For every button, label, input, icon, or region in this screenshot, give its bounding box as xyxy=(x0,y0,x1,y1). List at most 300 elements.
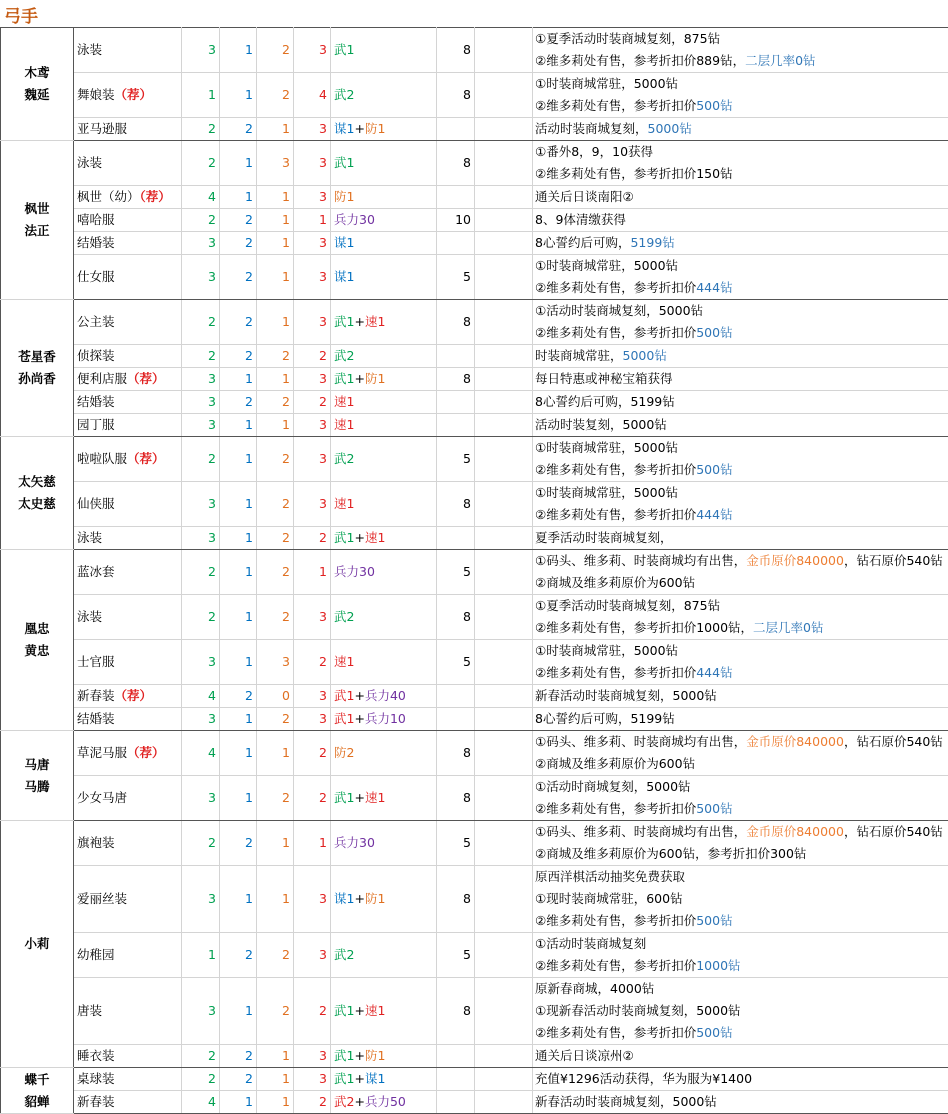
bonus-cell xyxy=(331,345,437,368)
empty-cell xyxy=(475,978,533,1045)
text-segment: 防1 xyxy=(365,891,385,906)
score-cell: 5 xyxy=(437,640,475,685)
stat-value-2: 1 xyxy=(220,640,257,685)
character-name: 法正 xyxy=(4,220,70,242)
character-name: 孙尚香 xyxy=(4,368,70,390)
text-segment: 5000钻 xyxy=(648,121,692,136)
table-row xyxy=(1,118,948,141)
text-segment: 500钻 xyxy=(696,913,732,928)
bonus-cell xyxy=(331,482,437,527)
outfit-name-cell xyxy=(74,708,182,731)
outfit-name-cell xyxy=(74,391,182,414)
source-note-cell xyxy=(533,482,948,527)
note-line xyxy=(535,437,945,459)
stat-value-4: 3 xyxy=(294,118,331,141)
text-segment: 8、9体清缴获得 xyxy=(535,212,626,227)
text-segment: 兵力50 xyxy=(365,1094,406,1109)
stat-value-4: 3 xyxy=(294,1068,331,1091)
stat-value-2: 1 xyxy=(220,866,257,933)
stat-value-4: 3 xyxy=(294,866,331,933)
stat-value-2: 2 xyxy=(220,345,257,368)
outfit-name-cell xyxy=(74,1045,182,1068)
text-segment: 速1 xyxy=(365,790,385,805)
score-cell: 8 xyxy=(437,368,475,391)
stat-value-1: 2 xyxy=(182,437,220,482)
source-note-cell xyxy=(533,414,948,437)
text-segment: 谋1 xyxy=(334,891,354,906)
table-row xyxy=(1,28,948,73)
source-note-cell xyxy=(533,978,948,1045)
bonus-cell xyxy=(331,1091,437,1114)
stat-value-2: 2 xyxy=(220,1045,257,1068)
stat-value-4: 4 xyxy=(294,73,331,118)
stat-value-4: 3 xyxy=(294,186,331,209)
empty-cell xyxy=(475,437,533,482)
outfit-name-cell xyxy=(74,368,182,391)
text-segment: ①时装商城常驻，5000钻 xyxy=(535,76,678,91)
text-segment: 防1 xyxy=(365,1048,385,1063)
character-name-cell xyxy=(1,141,74,300)
stat-value-1: 2 xyxy=(182,345,220,368)
outfit-name: 幼稚园 xyxy=(77,947,115,962)
stat-value-1: 2 xyxy=(182,300,220,345)
text-segment: 8心誓约后可购， xyxy=(535,235,630,250)
text-segment: 武2 xyxy=(334,1094,354,1109)
table-row xyxy=(1,186,948,209)
score-cell xyxy=(437,1068,475,1091)
score-cell: 8 xyxy=(437,776,475,821)
table-row xyxy=(1,685,948,708)
outfit-name: 泳装 xyxy=(77,609,102,624)
text-segment: ，钻石原价540钻 xyxy=(844,553,943,568)
table-row xyxy=(1,368,948,391)
note-line xyxy=(535,776,945,798)
source-note-cell xyxy=(533,232,948,255)
stat-value-3: 2 xyxy=(257,933,294,978)
text-segment: 8心誓约后可购，5199钻 xyxy=(535,394,675,409)
table-row xyxy=(1,437,948,482)
text-segment: 原新春商城，4000钻 xyxy=(535,981,654,996)
text-segment: 武1 xyxy=(334,1003,354,1018)
stat-value-3: 1 xyxy=(257,209,294,232)
text-segment: 500钻 xyxy=(696,462,732,477)
stat-value-3: 1 xyxy=(257,232,294,255)
stat-value-3: 1 xyxy=(257,186,294,209)
outfit-name-cell xyxy=(74,1091,182,1114)
source-note-cell xyxy=(533,595,948,640)
character-name: 木鸢 xyxy=(4,62,70,84)
empty-cell xyxy=(475,482,533,527)
note-line xyxy=(535,414,945,436)
note-line xyxy=(535,1091,945,1113)
stat-value-2: 1 xyxy=(220,527,257,550)
stat-value-4: 1 xyxy=(294,821,331,866)
bonus-cell xyxy=(331,776,437,821)
text-segment: ①现时装商城常驻，600钻 xyxy=(535,891,683,906)
stat-value-3: 3 xyxy=(257,640,294,685)
source-note-cell xyxy=(533,255,948,300)
text-segment: 5199钻 xyxy=(630,235,674,250)
outfit-name-cell xyxy=(74,1068,182,1091)
empty-cell xyxy=(475,933,533,978)
score-cell: 8 xyxy=(437,731,475,776)
stat-value-2: 1 xyxy=(220,1091,257,1114)
empty-cell xyxy=(475,550,533,595)
text-segment: 防1 xyxy=(365,121,385,136)
score-cell xyxy=(437,186,475,209)
stat-value-2: 1 xyxy=(220,550,257,595)
text-segment: ①码头、维多莉、时装商城均有出售， xyxy=(535,824,746,839)
note-line xyxy=(535,595,945,617)
text-segment: + xyxy=(354,314,364,329)
note-line xyxy=(535,617,945,639)
text-segment: 谋1 xyxy=(334,121,354,136)
outfit-name: 少女马唐 xyxy=(77,790,127,805)
bonus-cell xyxy=(331,255,437,300)
stat-value-2: 1 xyxy=(220,28,257,73)
bonus-cell xyxy=(331,685,437,708)
outfit-name-cell xyxy=(74,866,182,933)
stat-value-4: 3 xyxy=(294,437,331,482)
text-segment: 444钻 xyxy=(696,280,732,295)
source-note-cell xyxy=(533,866,948,933)
character-name: 魏延 xyxy=(4,84,70,106)
note-line xyxy=(535,731,945,753)
stat-value-3: 2 xyxy=(257,595,294,640)
source-note-cell xyxy=(533,141,948,186)
source-note-cell xyxy=(533,1068,948,1091)
bonus-cell xyxy=(331,731,437,776)
stat-value-2: 1 xyxy=(220,368,257,391)
stat-value-1: 3 xyxy=(182,640,220,685)
character-name-cell xyxy=(1,1068,74,1114)
empty-cell xyxy=(475,255,533,300)
outfit-name: 舞娘装 xyxy=(77,87,115,102)
bonus-cell xyxy=(331,118,437,141)
outfit-name-cell xyxy=(74,73,182,118)
stat-value-4: 3 xyxy=(294,933,331,978)
note-line xyxy=(535,550,945,572)
outfit-name-cell xyxy=(74,685,182,708)
source-note-cell xyxy=(533,1091,948,1114)
text-segment: 金币原价840000 xyxy=(746,734,844,749)
text-segment: 武1 xyxy=(334,790,354,805)
text-segment: ②维多莉处有售，参考折扣价1000钻， xyxy=(535,620,753,635)
table-row xyxy=(1,391,948,414)
outfit-name-cell xyxy=(74,595,182,640)
text-segment: 兵力30 xyxy=(334,835,375,850)
stat-value-4: 1 xyxy=(294,209,331,232)
text-segment: ①时装商城常驻，5000钻 xyxy=(535,643,678,658)
source-note-cell xyxy=(533,209,948,232)
outfit-grid xyxy=(0,27,948,1114)
table-row xyxy=(1,821,948,866)
stat-value-4: 3 xyxy=(294,685,331,708)
text-segment: 速1 xyxy=(334,394,354,409)
stat-value-2: 1 xyxy=(220,186,257,209)
text-segment: 活动时装复刻，5000钻 xyxy=(535,417,667,432)
text-segment: 防1 xyxy=(334,189,354,204)
stat-value-1: 2 xyxy=(182,550,220,595)
empty-cell xyxy=(475,1091,533,1114)
bonus-cell xyxy=(331,141,437,186)
stat-value-1: 3 xyxy=(182,255,220,300)
table-row xyxy=(1,414,948,437)
stat-value-1: 3 xyxy=(182,232,220,255)
stat-value-4: 2 xyxy=(294,731,331,776)
text-segment: 谋1 xyxy=(365,1071,385,1086)
text-segment: + xyxy=(354,1048,364,1063)
note-line xyxy=(535,118,945,140)
bonus-cell xyxy=(331,391,437,414)
score-cell xyxy=(437,414,475,437)
stat-value-2: 2 xyxy=(220,118,257,141)
empty-cell xyxy=(475,232,533,255)
source-note-cell xyxy=(533,708,948,731)
stat-value-3: 1 xyxy=(257,368,294,391)
text-segment: 原西洋棋活动抽奖免费获取 xyxy=(535,869,685,884)
outfit-name: 草泥马服 xyxy=(77,745,127,760)
note-line xyxy=(535,708,945,730)
stat-value-3: 1 xyxy=(257,255,294,300)
bonus-cell xyxy=(331,300,437,345)
stat-value-3: 2 xyxy=(257,708,294,731)
text-segment: 兵力30 xyxy=(334,212,375,227)
text-segment: 新春活动时装商城复刻，5000钻 xyxy=(535,688,717,703)
stat-value-2: 2 xyxy=(220,255,257,300)
stat-value-2: 1 xyxy=(220,73,257,118)
stat-value-2: 1 xyxy=(220,141,257,186)
empty-cell xyxy=(475,595,533,640)
character-name: 马腾 xyxy=(4,776,70,798)
outfit-name-cell xyxy=(74,28,182,73)
text-segment: ②维多莉处有售，参考折扣价 xyxy=(535,958,696,973)
outfit-name: 士官服 xyxy=(77,654,115,669)
text-segment: 500钻 xyxy=(696,98,732,113)
empty-cell xyxy=(475,209,533,232)
text-segment: ①现新春活动时装商城复刻，5000钻 xyxy=(535,1003,741,1018)
text-segment: 500钻 xyxy=(696,801,732,816)
stat-value-3: 2 xyxy=(257,776,294,821)
bonus-cell xyxy=(331,28,437,73)
outfit-name: 新春装 xyxy=(77,688,115,703)
score-cell xyxy=(437,345,475,368)
note-line xyxy=(535,978,945,1000)
empty-cell xyxy=(475,368,533,391)
text-segment: 444钻 xyxy=(696,507,732,522)
note-line xyxy=(535,300,945,322)
character-name: 枫世 xyxy=(4,198,70,220)
note-line xyxy=(535,368,945,390)
source-note-cell xyxy=(533,300,948,345)
stat-value-4: 3 xyxy=(294,414,331,437)
note-line xyxy=(535,1068,945,1090)
empty-cell xyxy=(475,345,533,368)
text-segment: ①时装商城常驻，5000钻 xyxy=(535,258,678,273)
score-cell xyxy=(437,708,475,731)
note-line xyxy=(535,1045,945,1067)
score-cell xyxy=(437,391,475,414)
outfit-name: 睡衣装 xyxy=(77,1048,115,1063)
character-name: 蝶千 xyxy=(4,1069,70,1091)
character-name: 小莉 xyxy=(4,933,70,955)
text-segment: 防1 xyxy=(365,371,385,386)
note-line xyxy=(535,685,945,707)
stat-value-1: 3 xyxy=(182,28,220,73)
recommended-tag: （荐） xyxy=(127,451,165,466)
character-name: 太史慈 xyxy=(4,493,70,515)
outfit-name: 结婚装 xyxy=(77,711,115,726)
note-line xyxy=(535,662,945,684)
table-row xyxy=(1,482,948,527)
source-note-cell xyxy=(533,437,948,482)
text-segment: 500钻 xyxy=(696,325,732,340)
text-segment: ②维多莉处有售，参考折扣价 xyxy=(535,462,696,477)
text-segment: 兵力40 xyxy=(365,688,406,703)
score-cell xyxy=(437,118,475,141)
stat-value-2: 2 xyxy=(220,821,257,866)
text-segment: 武1 xyxy=(334,688,354,703)
stat-value-1: 1 xyxy=(182,933,220,978)
stat-value-3: 1 xyxy=(257,118,294,141)
source-note-cell xyxy=(533,527,948,550)
table-row xyxy=(1,933,948,978)
note-line xyxy=(535,640,945,662)
text-segment: 武1 xyxy=(334,711,354,726)
empty-cell xyxy=(475,527,533,550)
bonus-cell xyxy=(331,595,437,640)
stat-value-4: 3 xyxy=(294,368,331,391)
text-segment: 8心誓约后可购，5199钻 xyxy=(535,711,675,726)
table-row xyxy=(1,255,948,300)
stat-value-2: 2 xyxy=(220,209,257,232)
empty-cell xyxy=(475,708,533,731)
empty-cell xyxy=(475,141,533,186)
source-note-cell xyxy=(533,186,948,209)
stat-value-3: 2 xyxy=(257,482,294,527)
text-segment: ①夏季活动时装商城复刻，875钻 xyxy=(535,31,720,46)
text-segment: 通关后日谈凉州② xyxy=(535,1048,634,1063)
note-line xyxy=(535,821,945,843)
empty-cell xyxy=(475,821,533,866)
text-segment: + xyxy=(354,1003,364,1018)
text-segment: ①时装商城常驻，5000钻 xyxy=(535,485,678,500)
stat-value-2: 2 xyxy=(220,1068,257,1091)
recommended-tag: （荐） xyxy=(115,87,153,102)
stat-value-1: 2 xyxy=(182,821,220,866)
outfit-name-cell xyxy=(74,300,182,345)
score-cell: 8 xyxy=(437,482,475,527)
text-segment: ②维多莉处有售，参考折扣价 xyxy=(535,801,696,816)
outfit-name-cell xyxy=(74,437,182,482)
character-name-cell xyxy=(1,437,74,550)
text-segment: 每日特惠或神秘宝箱获得 xyxy=(535,371,673,386)
text-segment: 武1 xyxy=(334,530,354,545)
bonus-cell xyxy=(331,550,437,595)
note-line xyxy=(535,322,945,344)
source-note-cell xyxy=(533,640,948,685)
text-segment: 武1 xyxy=(334,1071,354,1086)
text-segment: + xyxy=(354,688,364,703)
bonus-cell xyxy=(331,821,437,866)
text-segment: + xyxy=(354,121,364,136)
stat-value-1: 3 xyxy=(182,776,220,821)
outfit-name: 仕女服 xyxy=(77,269,115,284)
text-segment: + xyxy=(354,711,364,726)
outfit-name-cell xyxy=(74,141,182,186)
outfit-name: 蓝冰套 xyxy=(77,564,115,579)
text-segment: + xyxy=(354,790,364,805)
text-segment: ②维多莉处有售，参考折扣价150钻 xyxy=(535,166,733,181)
outfit-name: 嘻哈服 xyxy=(77,212,115,227)
stat-value-1: 2 xyxy=(182,1045,220,1068)
text-segment: 速1 xyxy=(334,496,354,511)
stat-value-3: 3 xyxy=(257,141,294,186)
empty-cell xyxy=(475,866,533,933)
source-note-cell xyxy=(533,550,948,595)
character-name-cell xyxy=(1,821,74,1068)
stat-value-4: 1 xyxy=(294,550,331,595)
stat-value-2: 2 xyxy=(220,933,257,978)
outfit-name-cell xyxy=(74,232,182,255)
table-row xyxy=(1,73,948,118)
stat-value-1: 2 xyxy=(182,209,220,232)
text-segment: 二层几率0钻 xyxy=(745,53,815,68)
sheet-header xyxy=(0,0,948,27)
source-note-cell xyxy=(533,1045,948,1068)
stat-value-3: 2 xyxy=(257,345,294,368)
empty-cell xyxy=(475,776,533,821)
note-line xyxy=(535,798,945,820)
text-segment: 金币原价840000 xyxy=(746,553,844,568)
outfit-name-cell xyxy=(74,776,182,821)
stat-value-1: 2 xyxy=(182,1068,220,1091)
stat-value-3: 1 xyxy=(257,821,294,866)
text-segment: ①活动时装商城复刻 xyxy=(535,936,646,951)
table-row xyxy=(1,866,948,933)
note-line xyxy=(535,955,945,977)
text-segment: 5000钻 xyxy=(623,348,667,363)
score-cell xyxy=(437,1091,475,1114)
stat-value-2: 2 xyxy=(220,300,257,345)
text-segment: ②维多莉处有售，参考折扣价 xyxy=(535,665,696,680)
stat-value-4: 3 xyxy=(294,1045,331,1068)
empty-cell xyxy=(475,1068,533,1091)
note-line xyxy=(535,391,945,413)
text-segment: 金币原价840000 xyxy=(746,824,844,839)
character-name: 黄忠 xyxy=(4,640,70,662)
outfit-name: 枫世（幼） xyxy=(77,189,140,204)
stat-value-1: 2 xyxy=(182,118,220,141)
outfit-name-cell xyxy=(74,550,182,595)
outfit-name: 啦啦队服 xyxy=(77,451,127,466)
table-row xyxy=(1,1068,948,1091)
outfit-name: 园丁服 xyxy=(77,417,115,432)
outfit-name-cell xyxy=(74,527,182,550)
stat-value-1: 4 xyxy=(182,685,220,708)
note-line xyxy=(535,232,945,254)
bonus-cell xyxy=(331,1045,437,1068)
table-row xyxy=(1,595,948,640)
stat-value-2: 1 xyxy=(220,482,257,527)
table-row xyxy=(1,731,948,776)
stat-value-4: 3 xyxy=(294,28,331,73)
stat-value-4: 2 xyxy=(294,527,331,550)
table-row xyxy=(1,776,948,821)
outfit-name: 泳装 xyxy=(77,42,102,57)
note-line xyxy=(535,933,945,955)
text-segment: 444钻 xyxy=(696,665,732,680)
